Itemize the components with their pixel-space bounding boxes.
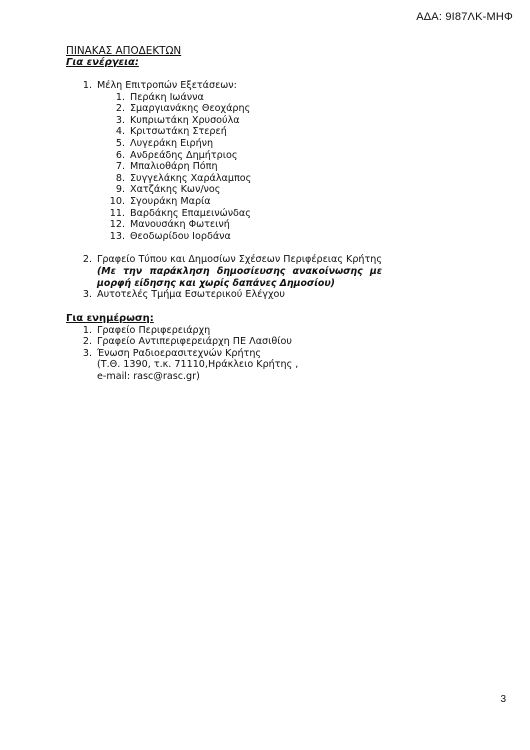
- for-action-label: Για ενέργεια:: [66, 57, 139, 68]
- list-item: 1. Γραφείο Περιφερειάρχη: [82, 324, 211, 336]
- page-title: ΠΙΝΑΚΑΣ ΑΠΟΔΕΚΤΩΝ: [66, 45, 182, 57]
- list-item-press-office: 2. Γραφείο Τύπου και Δημοσίων Σχέσεων Περιφέρειας Κρήτης: [82, 254, 382, 266]
- members-list: [66, 92, 382, 243]
- list-item: 6. Ανδρεάδης Δημήτριος: [115, 149, 238, 161]
- email-line: e-mail: rasc@rasc.gr): [97, 371, 200, 383]
- list-item: 1. Περάκη Ιωάννα: [115, 91, 204, 103]
- list-item: 10. Σγουράκη Μαρία: [109, 195, 211, 207]
- list-item: 5. Λυγεράκη Ειρήνη: [115, 137, 214, 149]
- list-item: 11. Βαρδάκης Επαμεινώνδας: [109, 207, 251, 219]
- list-item: 2. Σμαργιανάκης Θεοχάρης: [115, 103, 251, 115]
- list-item: 2. Γραφείο Αντιπεριφερειάρχη ΠΕ Λασιθίου: [82, 336, 292, 348]
- list-item: 13. Θεοδωρίδου Ιορδάνα: [109, 230, 231, 242]
- page-number: 3: [500, 694, 506, 705]
- list-item: 4. Κριτσωτάκη Στερεή: [115, 126, 227, 138]
- for-info-label: Για ενημέρωση:: [66, 312, 154, 324]
- list-item: 12. Μανουσάκη Φωτεινή: [109, 219, 230, 231]
- list-item: 8. Συγγελάκης Χαράλαμπος: [115, 172, 252, 184]
- list-item: 3. Κυπριωτάκη Χρυσούλα: [115, 114, 240, 126]
- address-line: (Τ.Θ. 1390, τ.κ. 71110,Ηράκλειο Κρήτης ,: [97, 359, 299, 371]
- address-block: [66, 359, 382, 382]
- list-item: 3. Ένωση Ραδιοερασιτεχνών Κρήτης: [82, 347, 262, 359]
- ada-code: ΑΔΑ: 9Ι87ΛΚ-ΜΗΦ: [416, 11, 513, 23]
- recipients-table: [66, 45, 382, 383]
- list-item-internal-audit: 3. Αυτοτελές Τμήμα Εσωτερικού Ελέγχου: [82, 289, 285, 301]
- list-item: 7. Μπαλιοθάρη Πόπη: [115, 161, 218, 173]
- list-item: 9. Χατζάκης Κων/νος: [115, 184, 221, 196]
- press-note: (Με την παράκληση δημοσίευσης ανακοίνωσης με μορφή είδησης και χωρίς δαπάνες Δημοσίου): [97, 265, 382, 289]
- list-item-committee: 1. Μέλη Επιτροπών Εξετάσεων:: [82, 80, 237, 91]
